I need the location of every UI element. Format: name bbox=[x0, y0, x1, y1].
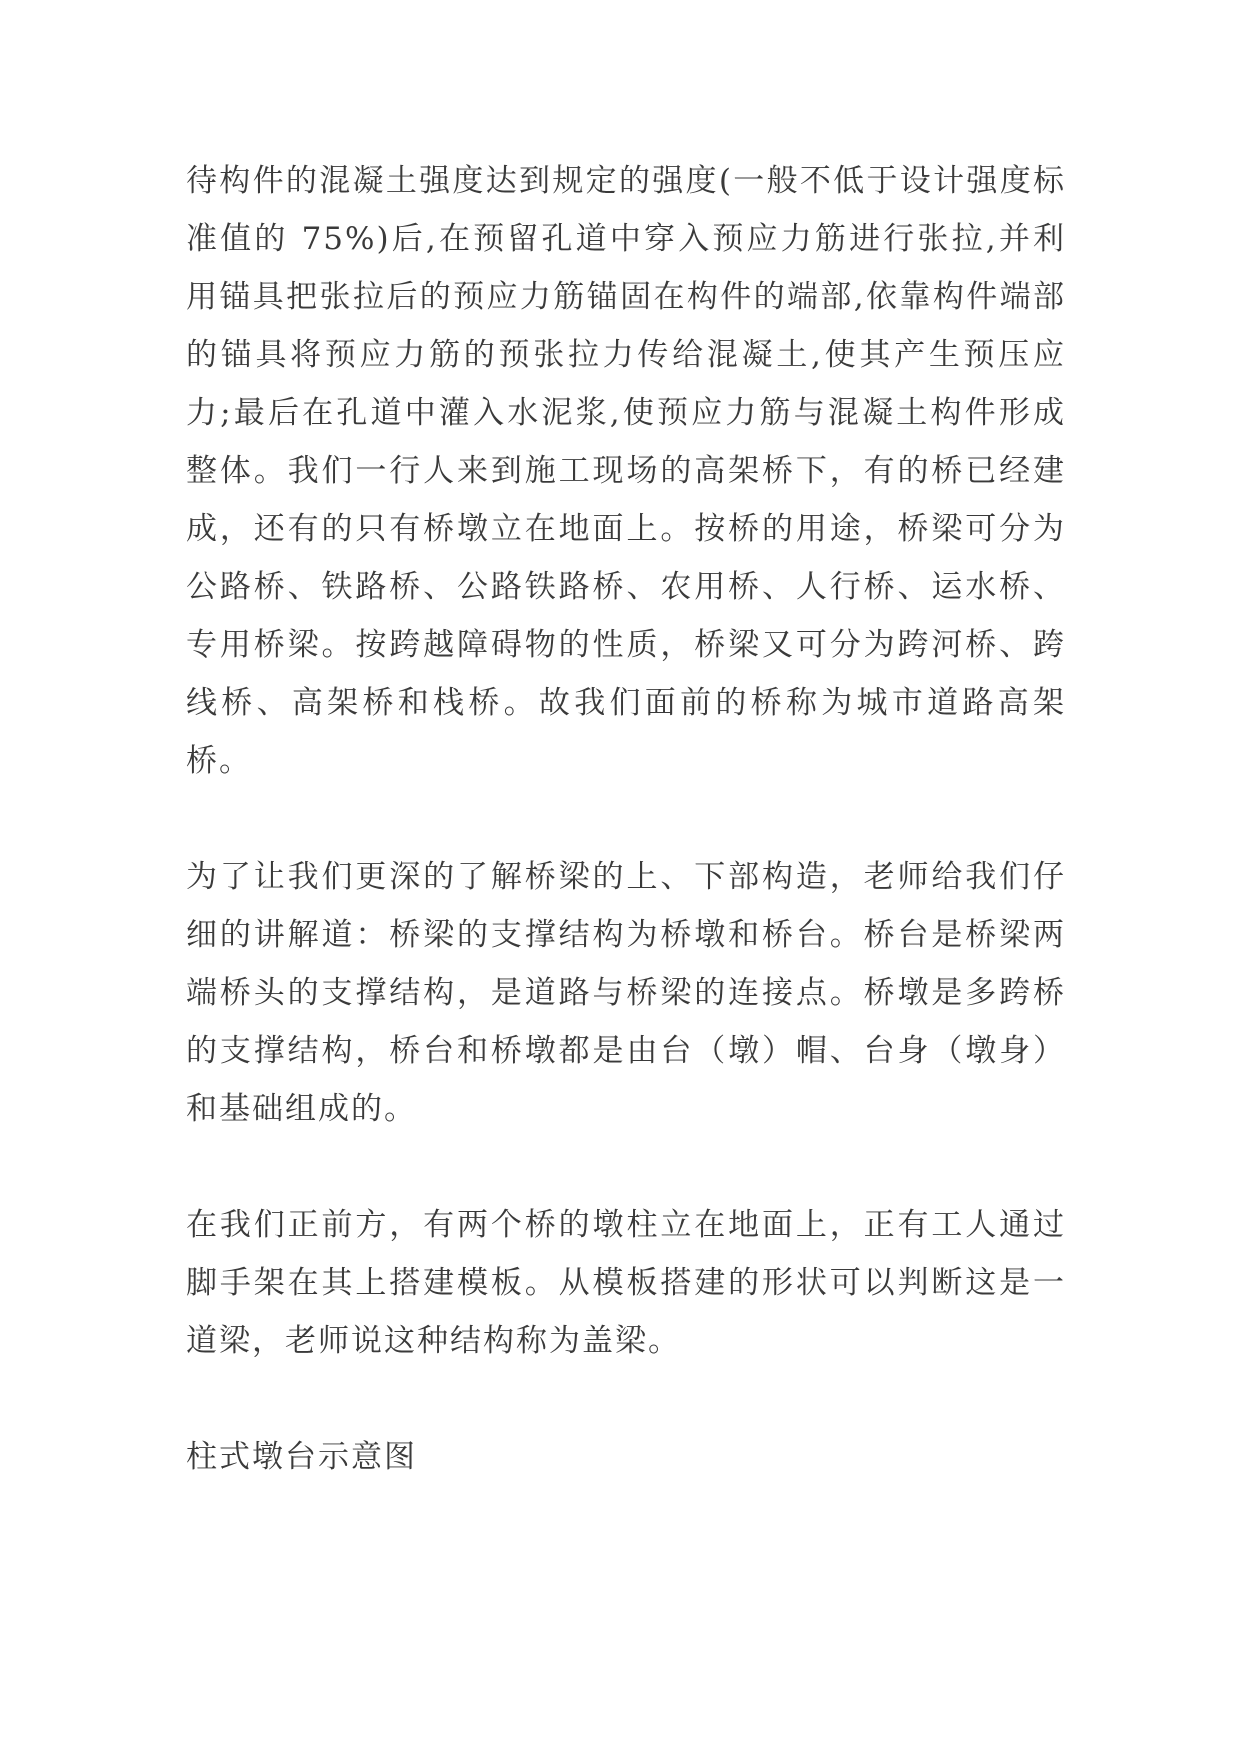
paragraph-substructure: 为了让我们更深的了解桥梁的上、下部构造，老师给我们仔细的讲解道：桥梁的支撑结构为桥墩和桥台。桥台是桥梁两端桥头的支撑结构，是道路与桥梁的连接点。桥墩是多跨桥的支撑结构，桥台和桥墩都是由台（墩）帽、台身（墩身）和基础组成的。 bbox=[186, 859, 1066, 1127]
document-body bbox=[186, 152, 1066, 1486]
paragraph-prestress-and-bridge-types: 待构件的混凝土强度达到规定的强度(一般不低于设计强度标准值的 75%)后,在预留孔道中穿入预应力筋进行张拉,并利用锚具把张拉后的预应力筋锚固在构件的端部,依靠构件端部的锚具将预应力筋的预张拉力传给混凝土,使其产生预压应力;最后在孔道中灌入水泥浆,使预应力筋与混凝土构件形成整体。我们一行人来到施工现场的高架桥下，有的桥已经建成，还有的只有桥墩立在地面上。按桥的用途，桥梁可分为公路桥、铁路桥、公路铁路桥、农用桥、人行桥、运水桥、专用桥梁。按跨越障碍物的性质，桥梁又可分为跨河桥、跨线桥、高架桥和栈桥。故我们面前的桥称为城市道路高架桥。 bbox=[186, 163, 1066, 779]
figure-caption: 柱式墩台示意图 bbox=[186, 1439, 417, 1475]
paragraph-cap-beam: 在我们正前方，有两个桥的墩柱立在地面上，正有工人通过脚手架在其上搭建模板。从模板搭建的形状可以判断这是一道梁，老师说这种结构称为盖梁。 bbox=[186, 1207, 1066, 1359]
